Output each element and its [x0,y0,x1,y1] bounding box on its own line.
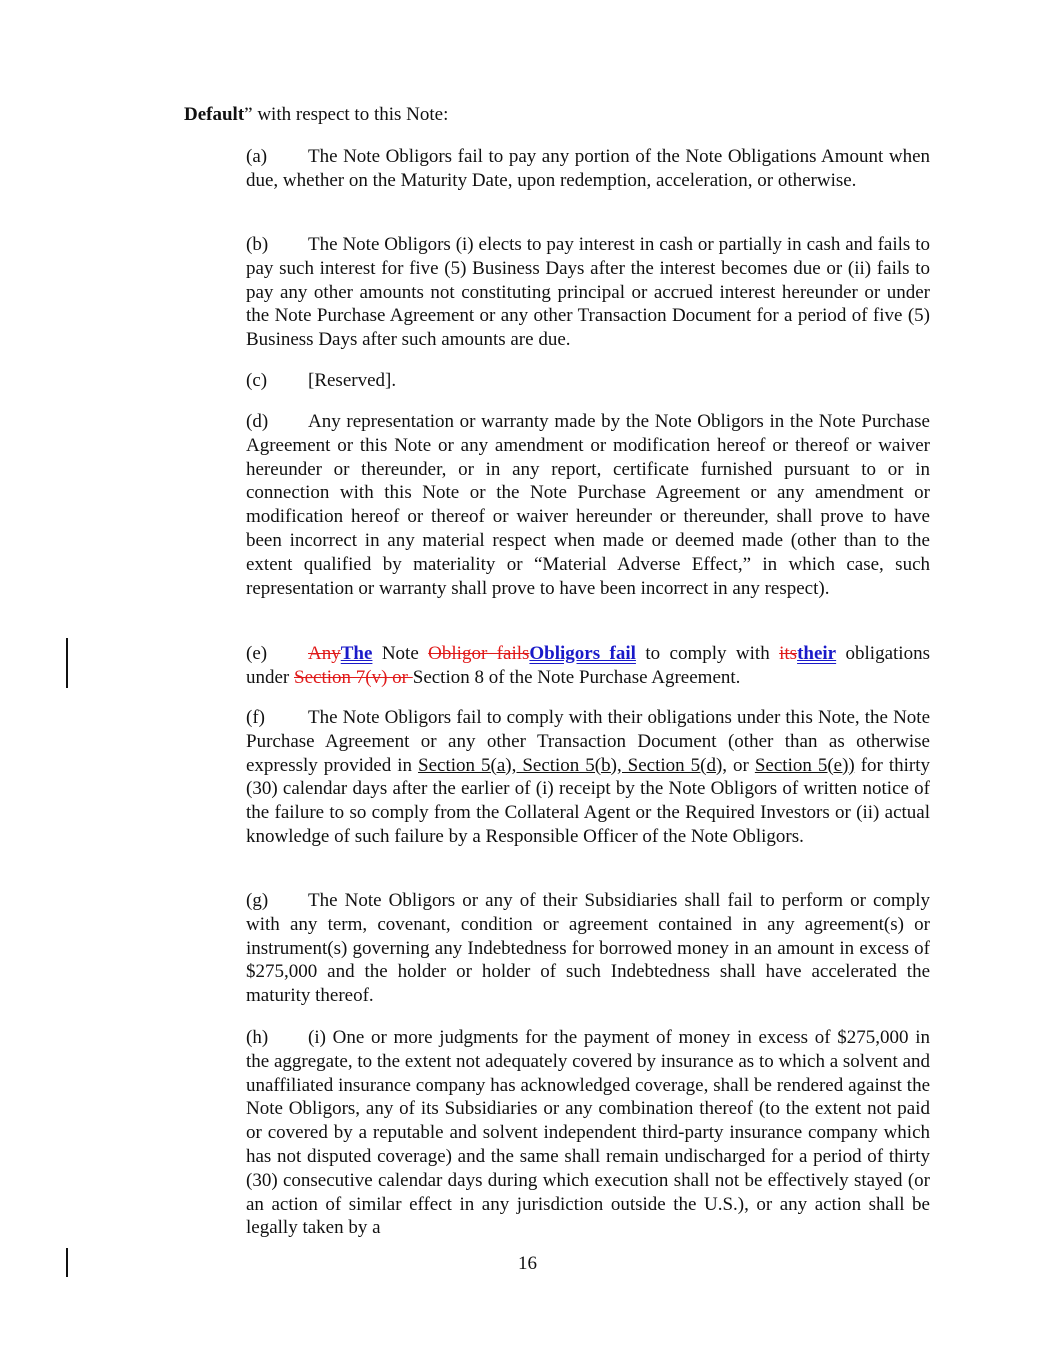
clause-g [246,889,930,1008]
clause-d-label: (d) [246,411,269,432]
revision-bar [66,638,68,688]
clause-c [246,369,930,393]
clause-h-text: (i) One or more judgments for the payment of money in excess of $275,000 in the aggregate, to the extent not adequately covered by insurance as to which a solvent and unaffiliated insurance company has acknowledged coverage, shall be rendered against the Note Obligors, any of its Subsidiaries or any combination thereof (to the extent not paid or covered by a reputable and solvent independent third-party insurance company which has not disputed coverage) and the same shall remain undischarged for a period of thirty (30) consecutive calendar days during which execution shall not be effectively stayed (or an action of similar effect in any jurisdiction outside the U.S.), or any action shall be legally taken by a [246,1027,930,1239]
deleted-text: Section 7(v) or [294,666,413,688]
clause-e-text: obligations under [246,643,930,688]
clause-g-label: (g) [246,890,269,911]
inserted-text: their [797,643,837,664]
section-reference: Section 5(e)) [754,754,855,776]
clause-b-label: (b) [246,234,269,255]
clause-h [246,1026,930,1240]
clause-b-text: The Note Obligors (i) elects to pay interest in cash or partially in cash and fails to pay such interest for five (5) Business Days after the interest becomes due or (ii) fails to pay any other amounts not constituting principal or accrued interest hereunder or under the Note Purchase Agreement or any other Transaction Document for a period of five (5) Business Days after such amounts are due. [246,234,930,351]
clause-a-label: (a) [246,146,268,167]
section-reference: Section 5(a), Section 5(b), Section 5(d), [418,754,728,776]
clause-d [246,410,930,600]
clause-g-text: The Note Obligors or any of their Subsidiaries shall fail to perform or comply with any term, covenant, condition or agreement contained in any agreement(s) or instrument(s) governing any Indebtedness for borrowed money in an amount in excess of $275,000 and the holder or holder of such Indebtedness shall have accelerated the maturity thereof. [246,890,930,1007]
clause-e-label: (e) [246,643,268,664]
intro-text: ” with respect to this Note: [244,104,449,125]
clause-f [246,706,930,849]
clause-f-text: The Note Obligors fail to comply with their obligations under this Note, the Note Purchase Agreement or any other Transaction Document (other than as otherwise expressly provided in [246,707,930,776]
page-number: 16 [518,1253,537,1274]
clause-e [246,642,930,690]
clause-f-text: for thirty (30) calendar days after the earlier of (i) receipt by the Note Obligors of written notice of the failure to so comply from the Collateral Agent or the Required Investors or (ii) actual knowledge of such failure by a Responsible Officer of the Note Obligors. [246,754,931,847]
clause-c-text: [Reserved]. [308,370,397,391]
clause-h-label: (h) [246,1027,269,1048]
clause-e-text: Section 8 of the Note Purchase Agreement. [412,666,741,688]
clause-e-text: Note [372,643,429,664]
clause-a [246,145,930,193]
deleted-text: its [779,643,798,664]
clause-f-text: or [727,754,755,776]
intro-line [184,103,448,127]
deleted-text: Any [308,643,341,664]
inserted-text: The [340,643,373,664]
deleted-text: Obligor fails [428,643,530,664]
clause-e-text: to comply with [635,643,780,664]
clause-f-label: (f) [246,707,265,728]
clause-b [246,233,930,352]
inserted-text: Obligors fail [529,643,636,664]
default-term: Default [184,104,245,125]
clause-d-text: Any representation or warranty made by the Note Obligors in the Note Purchase Agreement or this Note or any amendment or modification hereof or thereof or waiver hereunder or thereunder, or in any report, certificate furnished pursuant to or in connection with this Note or the Note Purchase Agreement or any amendment or modification hereof or thereof or waiver hereunder or thereunder, shall prove to have been incorrect in any material respect when made or deemed made (other than to the extent qualified by materiality or “Material Adverse Effect,” in which case, such representation or warranty shall prove to have been incorrect in any respect). [246,411,930,599]
clause-c-label: (c) [246,370,268,391]
clause-a-text: The Note Obligors fail to pay any portion of the Note Obligations Amount when due, whether on the Maturity Date, upon redemption, acceleration, or otherwise. [246,146,930,191]
